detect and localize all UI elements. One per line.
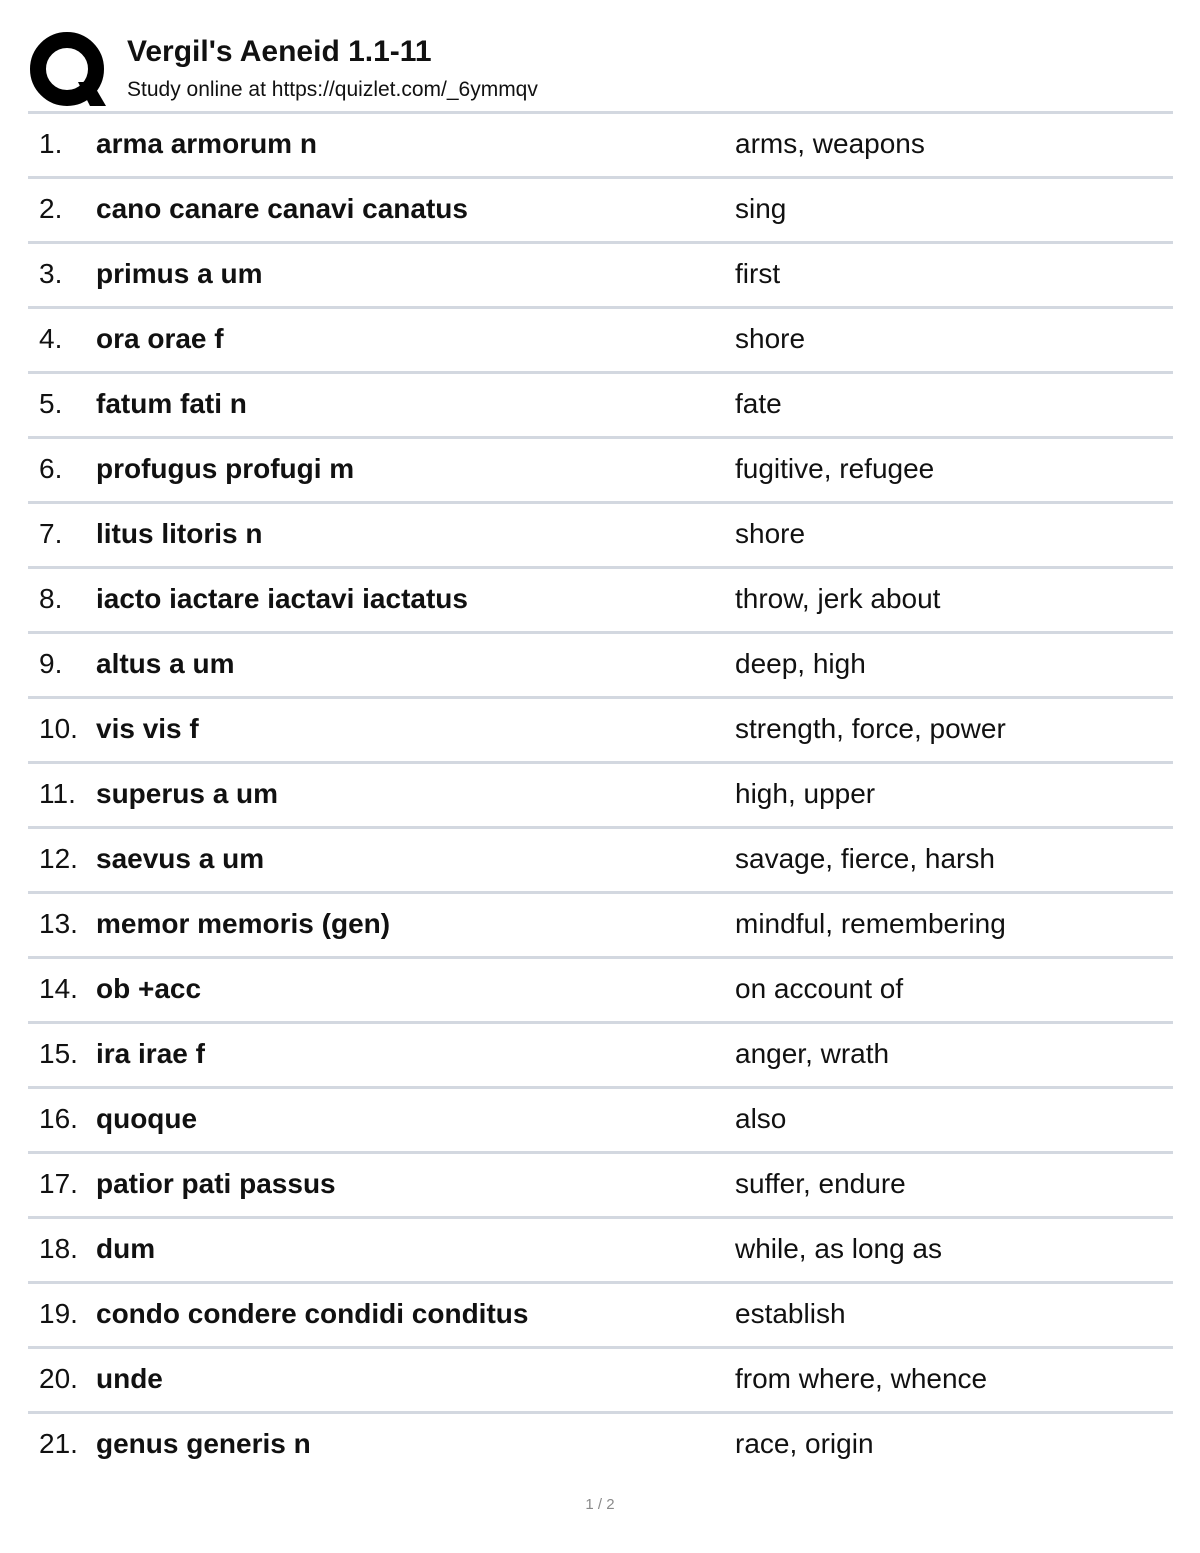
- term-row: [28, 956, 1173, 1021]
- term-row: [28, 631, 1173, 696]
- term-text: condo condere condidi conditus: [96, 1298, 529, 1329]
- term-number: 17.: [39, 1168, 78, 1199]
- term-definition: deep, high: [735, 648, 866, 679]
- term-number: 1.: [39, 128, 63, 159]
- vocabulary-term-list: [28, 111, 1173, 1476]
- term-row: [28, 111, 1173, 176]
- term-definition: also: [735, 1103, 787, 1134]
- term-row: [28, 696, 1173, 761]
- term-definition: while, as long as: [735, 1233, 943, 1264]
- term-number: 7.: [39, 518, 63, 549]
- term-number: 13.: [39, 908, 78, 939]
- term-text: arma armorum n: [96, 128, 317, 159]
- term-definition: throw, jerk about: [735, 583, 941, 614]
- page-indicator: 1 / 2: [585, 1496, 615, 1513]
- term-number: 20.: [39, 1363, 78, 1394]
- term-number: 3.: [39, 258, 63, 289]
- term-row: [28, 241, 1173, 306]
- term-definition: fugitive, refugee: [735, 453, 935, 484]
- term-definition: strength, force, power: [735, 713, 1006, 744]
- term-definition: savage, fierce, harsh: [735, 843, 995, 874]
- term-text: profugus profugi m: [96, 453, 355, 484]
- term-text: primus a um: [96, 258, 263, 289]
- term-text: quoque: [96, 1103, 198, 1134]
- term-definition: first: [735, 258, 781, 289]
- term-definition: high, upper: [735, 778, 876, 809]
- term-text: patior pati passus: [96, 1168, 336, 1199]
- term-number: 9.: [39, 648, 63, 679]
- term-definition: race, origin: [735, 1428, 874, 1459]
- term-text: fatum fati n: [96, 388, 247, 419]
- term-text: ira irae f: [96, 1038, 205, 1069]
- term-row: [28, 436, 1173, 501]
- term-row: [28, 1086, 1173, 1151]
- term-text: superus a um: [96, 778, 279, 809]
- term-definition: fate: [735, 388, 782, 419]
- term-number: 11.: [39, 778, 76, 809]
- term-text: saevus a um: [96, 843, 265, 874]
- term-number: 6.: [39, 453, 63, 484]
- term-text: iacto iactare iactavi iactatus: [96, 583, 468, 614]
- term-row: [28, 1151, 1173, 1216]
- term-row: [28, 306, 1173, 371]
- term-row: [28, 1021, 1173, 1086]
- term-definition: anger, wrath: [735, 1038, 890, 1069]
- term-number: 18.: [39, 1233, 78, 1264]
- term-row: [28, 371, 1173, 436]
- term-row: [28, 1216, 1173, 1281]
- term-definition: suffer, endure: [735, 1168, 906, 1199]
- term-number: 10.: [39, 713, 78, 744]
- page-title: Vergil's Aeneid 1.1-11: [127, 35, 432, 68]
- term-row: [28, 566, 1173, 631]
- term-number: 12.: [39, 843, 78, 874]
- term-definition: from where, whence: [735, 1363, 988, 1394]
- term-number: 8.: [39, 583, 63, 614]
- term-row: [28, 1281, 1173, 1346]
- term-text: litus litoris n: [96, 518, 263, 549]
- term-number: 15.: [39, 1038, 78, 1069]
- term-row: [28, 176, 1173, 241]
- term-text: altus a um: [96, 648, 235, 679]
- term-text: genus generis n: [96, 1428, 311, 1459]
- term-text: dum: [96, 1233, 156, 1264]
- term-text: vis vis f: [96, 713, 199, 744]
- term-number: 16.: [39, 1103, 78, 1134]
- term-number: 4.: [39, 323, 63, 354]
- term-text: cano canare canavi canatus: [96, 193, 468, 224]
- term-number: 19.: [39, 1298, 78, 1329]
- term-definition: shore: [735, 518, 806, 549]
- term-text: ob +acc: [96, 973, 202, 1004]
- term-text: memor memoris (gen): [96, 908, 391, 939]
- term-number: 14.: [39, 973, 78, 1004]
- term-definition: shore: [735, 323, 806, 354]
- term-row: [28, 826, 1173, 891]
- quizlet-q-logo-icon: [30, 32, 108, 108]
- term-number: 21.: [39, 1428, 78, 1459]
- page-header: [30, 30, 1172, 110]
- term-row: [28, 761, 1173, 826]
- term-row: [28, 501, 1173, 566]
- term-definition: sing: [735, 193, 787, 224]
- term-definition: arms, weapons: [735, 128, 925, 159]
- term-text: ora orae f: [96, 323, 224, 354]
- term-text: unde: [96, 1363, 163, 1394]
- term-row: [28, 1411, 1173, 1476]
- term-row: [28, 891, 1173, 956]
- term-definition: establish: [735, 1298, 846, 1329]
- term-definition: on account of: [735, 973, 904, 1004]
- term-number: 2.: [39, 193, 63, 224]
- study-online-link-text: Study online at https://quizlet.com/_6ymmqv: [127, 78, 538, 101]
- term-number: 5.: [39, 388, 63, 419]
- term-definition: mindful, remembering: [735, 908, 1006, 939]
- term-row: [28, 1346, 1173, 1411]
